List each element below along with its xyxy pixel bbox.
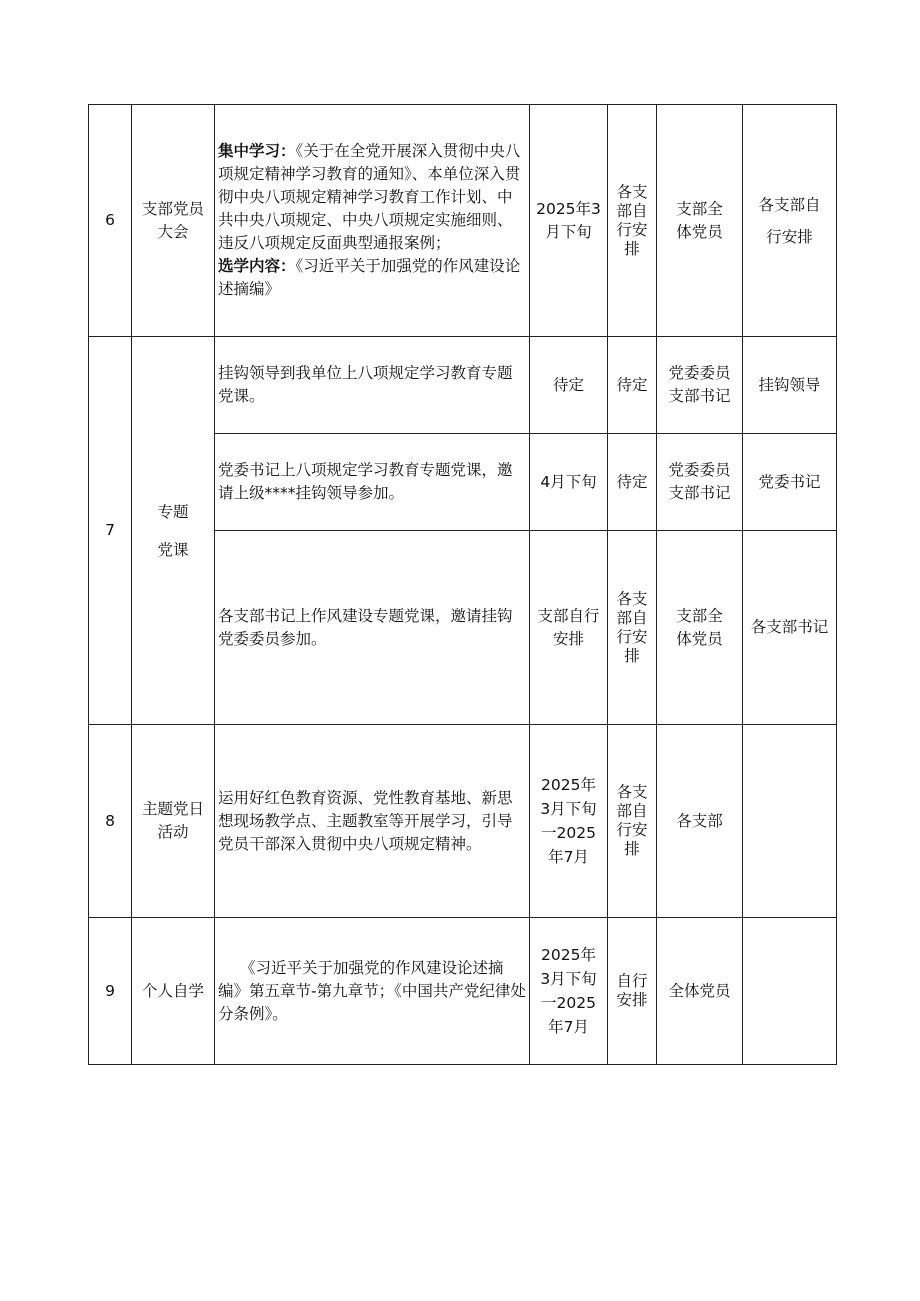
activity-content: 运用好红色教育资源、党性教育基地、新思想现场教学点、主题教室等开展学习，引导党员干部深入贯彻中央八项规定精神。: [215, 725, 530, 918]
table-row: [89, 105, 837, 337]
form-cell: 各支部自行安排: [608, 531, 657, 725]
participants-cell: 支部全体党员: [657, 531, 743, 725]
participants-cell: 全体党员: [657, 918, 743, 1065]
row-number: 6: [89, 105, 132, 337]
time-cell: 4月下旬: [530, 434, 608, 531]
responsible-cell: [743, 918, 837, 1065]
activity-content: [215, 105, 530, 337]
elective-text: 《习近平关于加强党的作风建设论述摘编》: [218, 257, 521, 298]
form-cell: 自行安排: [608, 918, 657, 1065]
responsible-cell: 挂钩领导: [743, 337, 837, 434]
responsible-cell: 党委书记: [743, 434, 837, 531]
responsible-cell: 各支部书记: [743, 531, 837, 725]
table-row: [89, 337, 837, 434]
activity-content: 各支部书记上作风建设专题党课，邀请挂钩党委委员参加。: [215, 531, 530, 725]
form-cell: 各支部自行安排: [608, 105, 657, 337]
activity-content-text: 《习近平关于加强党的作风建设论述摘编》第五章节-第九章节；《中国共产党纪律处分条例》。: [218, 958, 526, 1023]
activity-type: 主题党日活动: [132, 725, 215, 918]
time-cell: 支部自行安排: [530, 531, 608, 725]
time-cell: 2025年3月下旬一2025年7月: [530, 725, 608, 918]
participants-cell: 党委委员支部书记: [657, 434, 743, 531]
row-number: 7: [89, 337, 132, 725]
responsible-cell: [743, 725, 837, 918]
elective-label: 选学内容：: [218, 257, 296, 275]
time-cell: 2025年3月下旬一2025年7月: [530, 918, 608, 1065]
row-number: 8: [89, 725, 132, 918]
table-row: [89, 918, 837, 1065]
focus-label: 集中学习：: [218, 142, 296, 160]
activity-content: 挂钩领导到我单位上八项规定学习教育专题党课。: [215, 337, 530, 434]
form-cell: 待定: [608, 434, 657, 531]
form-cell: 待定: [608, 337, 657, 434]
study-plan-table: [88, 104, 837, 1065]
participants-cell: 各支部: [657, 725, 743, 918]
time-cell: 待定: [530, 337, 608, 434]
form-cell: 各支部自行安排: [608, 725, 657, 918]
participants-cell: 支部全体党员: [657, 105, 743, 337]
row-number: 9: [89, 918, 132, 1065]
participants-cell: 党委委员支部书记: [657, 337, 743, 434]
activity-content: 党委书记上八项规定学习教育专题党课，邀请上级****挂钩领导参加。: [215, 434, 530, 531]
activity-type: 支部党员大会: [132, 105, 215, 337]
activity-content: [215, 918, 530, 1065]
responsible-cell: 各支部自行安排: [743, 105, 837, 337]
activity-type: 专题党课: [132, 337, 215, 725]
activity-type: 个人自学: [132, 918, 215, 1065]
time-cell: 2025年3月下旬: [530, 105, 608, 337]
focus-text: 《关于在全党开展深入贯彻中央八项规定精神学习教育的通知》、本单位深入贯彻中央八项规定精神学习教育工作计划、中共中央八项规定、中央八项规定实施细则、违反八项规定反面典型通报案例；: [218, 142, 521, 252]
table-row: [89, 725, 837, 918]
